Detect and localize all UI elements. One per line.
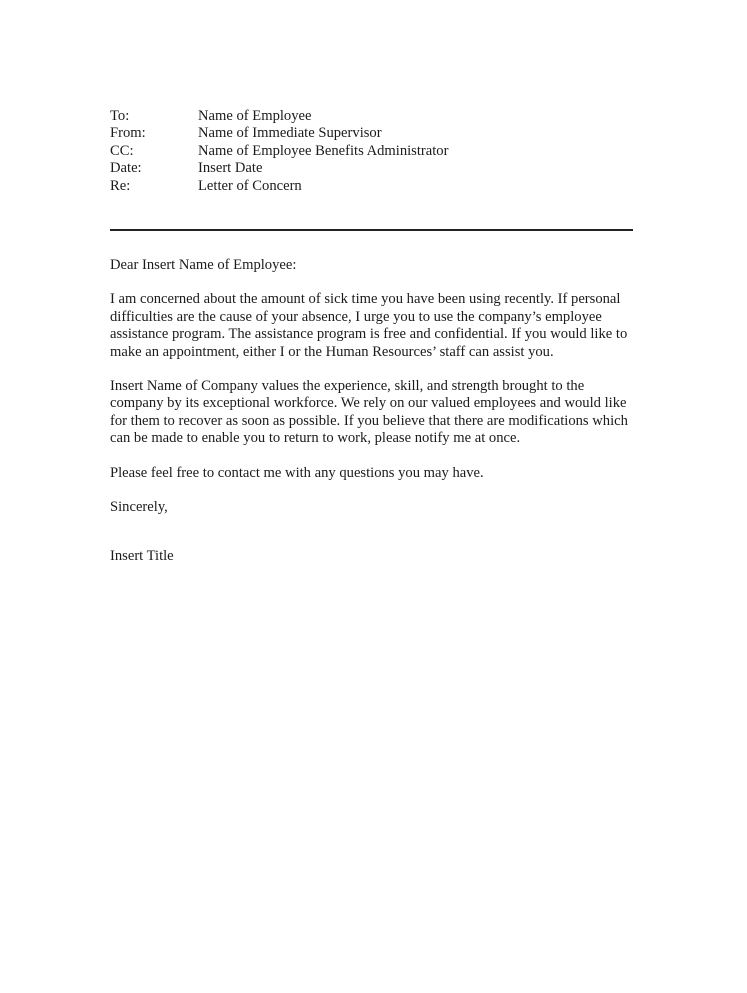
memo-label-re: Re:	[110, 177, 131, 194]
memo-row-to	[110, 108, 633, 125]
memo-label-to: To:	[110, 108, 130, 124]
memo-row-from	[110, 125, 633, 142]
paragraph-sick-time-concern: I am concerned about the amount of sick time you have been using recently. If personal difficulties are the cause of your absence, I urge you to use the company’s employee assistance program. The assistance program is free and confidential. If you would like to make an appointment, either I or the Human Resources’ staff can assist you.	[110, 291, 628, 360]
header-divider-rule	[110, 229, 633, 231]
memo-row-re	[110, 178, 633, 195]
memo-label-cc: CC:	[110, 142, 134, 159]
memo-value-date: Insert Date	[198, 160, 263, 177]
memo-header	[110, 108, 633, 195]
memo-value-to: Name of Employee	[198, 108, 312, 124]
memo-value-re: Letter of Concern	[198, 177, 302, 194]
memo-value-from: Name of Immediate Supervisor	[198, 125, 382, 142]
memo-value-cc: Name of Employee Benefits Administrator	[198, 142, 449, 159]
memo-label-from: From:	[110, 125, 146, 142]
paragraph-contact: Please feel free to contact me with any questions you may have.	[110, 464, 484, 481]
memo-row-cc	[110, 143, 633, 160]
closing: Sincerely,	[110, 499, 168, 516]
memo-label-date: Date:	[110, 160, 142, 177]
signature-title: Insert Title	[110, 547, 174, 564]
salutation: Dear Insert Name of Employee:	[110, 257, 297, 274]
memo-row-date	[110, 160, 633, 177]
letter-body	[110, 257, 633, 565]
paragraph-company-values: Insert Name of Company values the experience, skill, and strength brought to the company by its exceptional workforce. We rely on our valued employees and would like for them to recover as soon as possible. If you believe that there are modifications which can be made to enable you to return to work, please notify me at once.	[110, 378, 628, 447]
